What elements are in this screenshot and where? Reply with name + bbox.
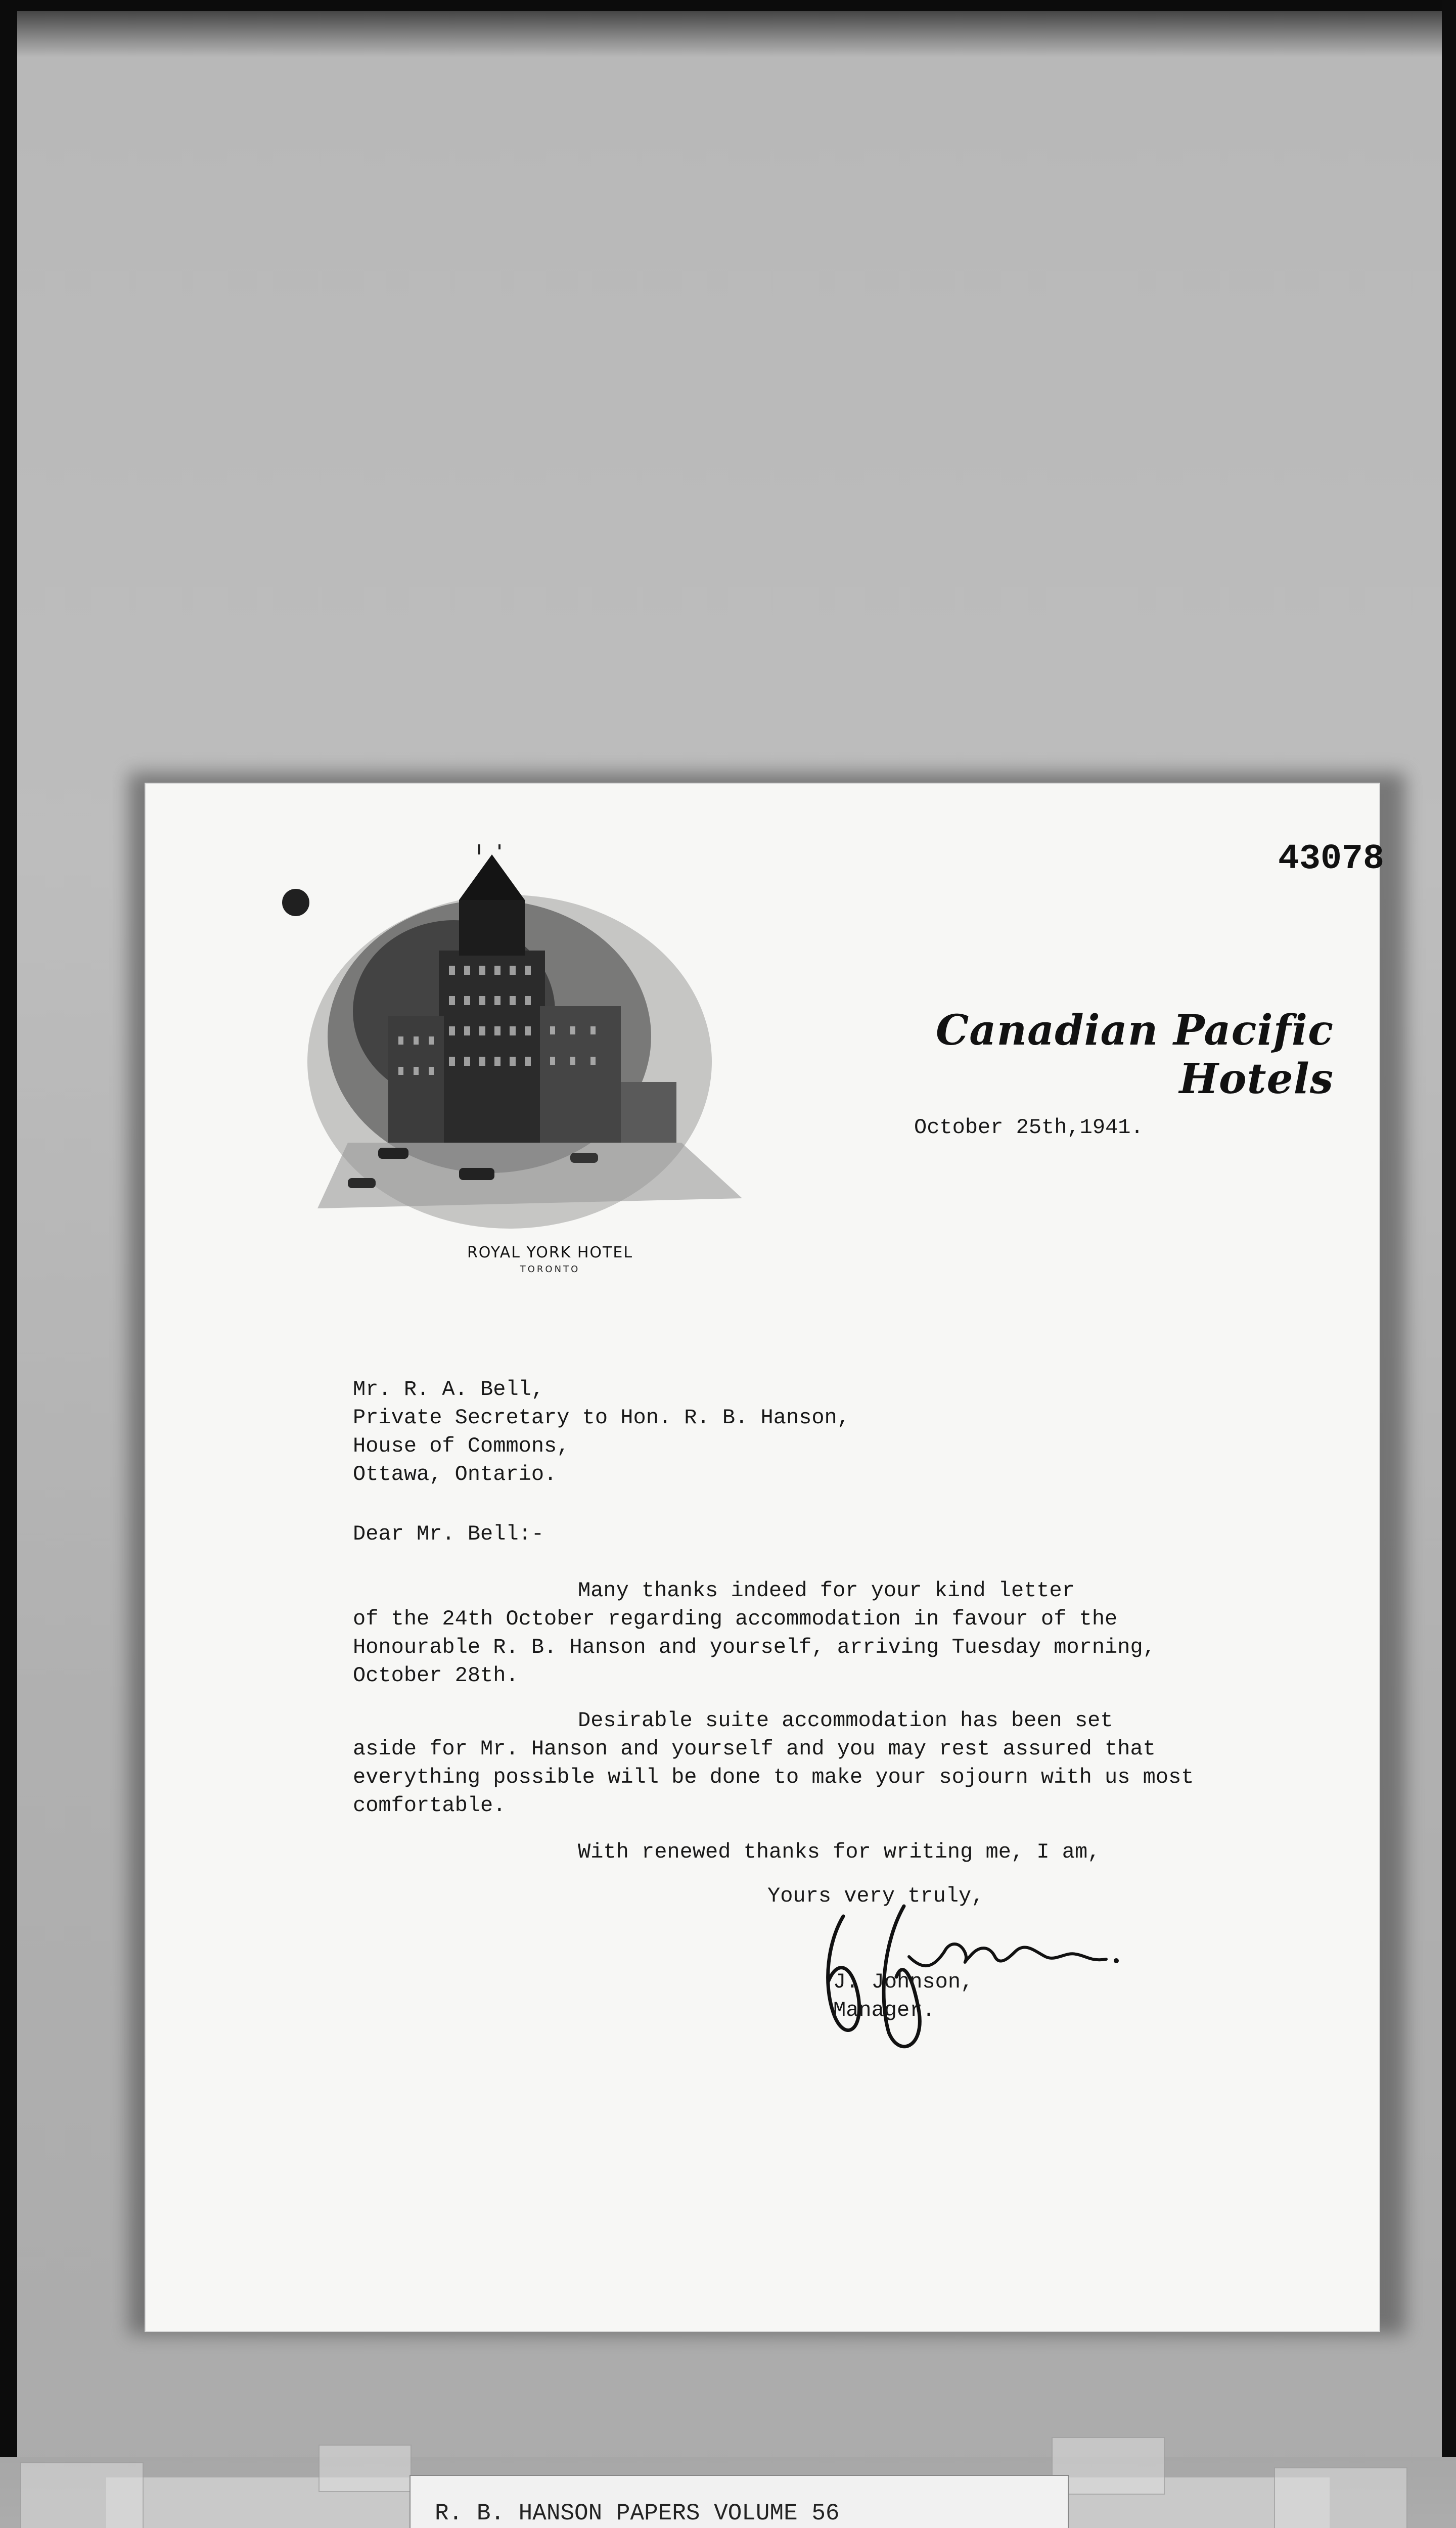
scan-edge-right [1442, 0, 1456, 2528]
closing-sentence: With renewed thanks for writing me, I am, [578, 1840, 1101, 1864]
tape-strip [20, 2462, 144, 2528]
royal-york-hotel-illustration [287, 844, 818, 1259]
tape-strip [1274, 2467, 1407, 2528]
salutation: Dear Mr. Bell:- [353, 1522, 544, 1546]
volume-label-text: R. B. HANSON PAPERS VOLUME 56 [435, 2500, 840, 2526]
recipient-line: Ottawa, Ontario. [353, 1462, 557, 1486]
paragraph-line: comfortable. [353, 1793, 506, 1818]
paragraph-line: of the 24th October regarding accommodation in favour of the [353, 1607, 1118, 1631]
paragraph-line: Honourable R. B. Hanson and yourself, arriving Tuesday morning, [353, 1635, 1156, 1659]
recipient-line: House of Commons, [353, 1434, 570, 1458]
letter-date: October 25th,1941. [914, 1115, 1144, 1140]
paragraph-line: everything possible will be done to make your sojourn with us most [353, 1765, 1194, 1789]
signer-title: Manager. [833, 1998, 935, 2022]
tape-strip [318, 2445, 412, 2492]
paragraph-line: Desirable suite accommodation has been set [578, 1708, 1113, 1733]
letter-page [146, 784, 1384, 2331]
recipient-line: Mr. R. A. Bell, [353, 1377, 544, 1402]
paragraph-line: October 28th. [353, 1663, 519, 1688]
scan-edge-left [0, 0, 17, 2528]
paragraph-line: aside for Mr. Hanson and yourself and you may rest assured that [353, 1737, 1156, 1761]
signer-name: J. Johnson, [833, 1970, 974, 1994]
document-number: 43078 [1278, 839, 1384, 879]
company-name: Canadian Pacific Hotels [936, 1006, 1334, 1103]
hotel-city: TORONTO [520, 1264, 580, 1275]
hotel-name: ROYAL YORK HOTEL [467, 1244, 633, 1261]
recipient-line: Private Secretary to Hon. R. B. Hanson, [353, 1406, 850, 1430]
complimentary-close: Yours very truly, [767, 1884, 984, 1908]
paragraph-line: Many thanks indeed for your kind letter [578, 1578, 1075, 1603]
scan-edge-top [0, 0, 1456, 11]
